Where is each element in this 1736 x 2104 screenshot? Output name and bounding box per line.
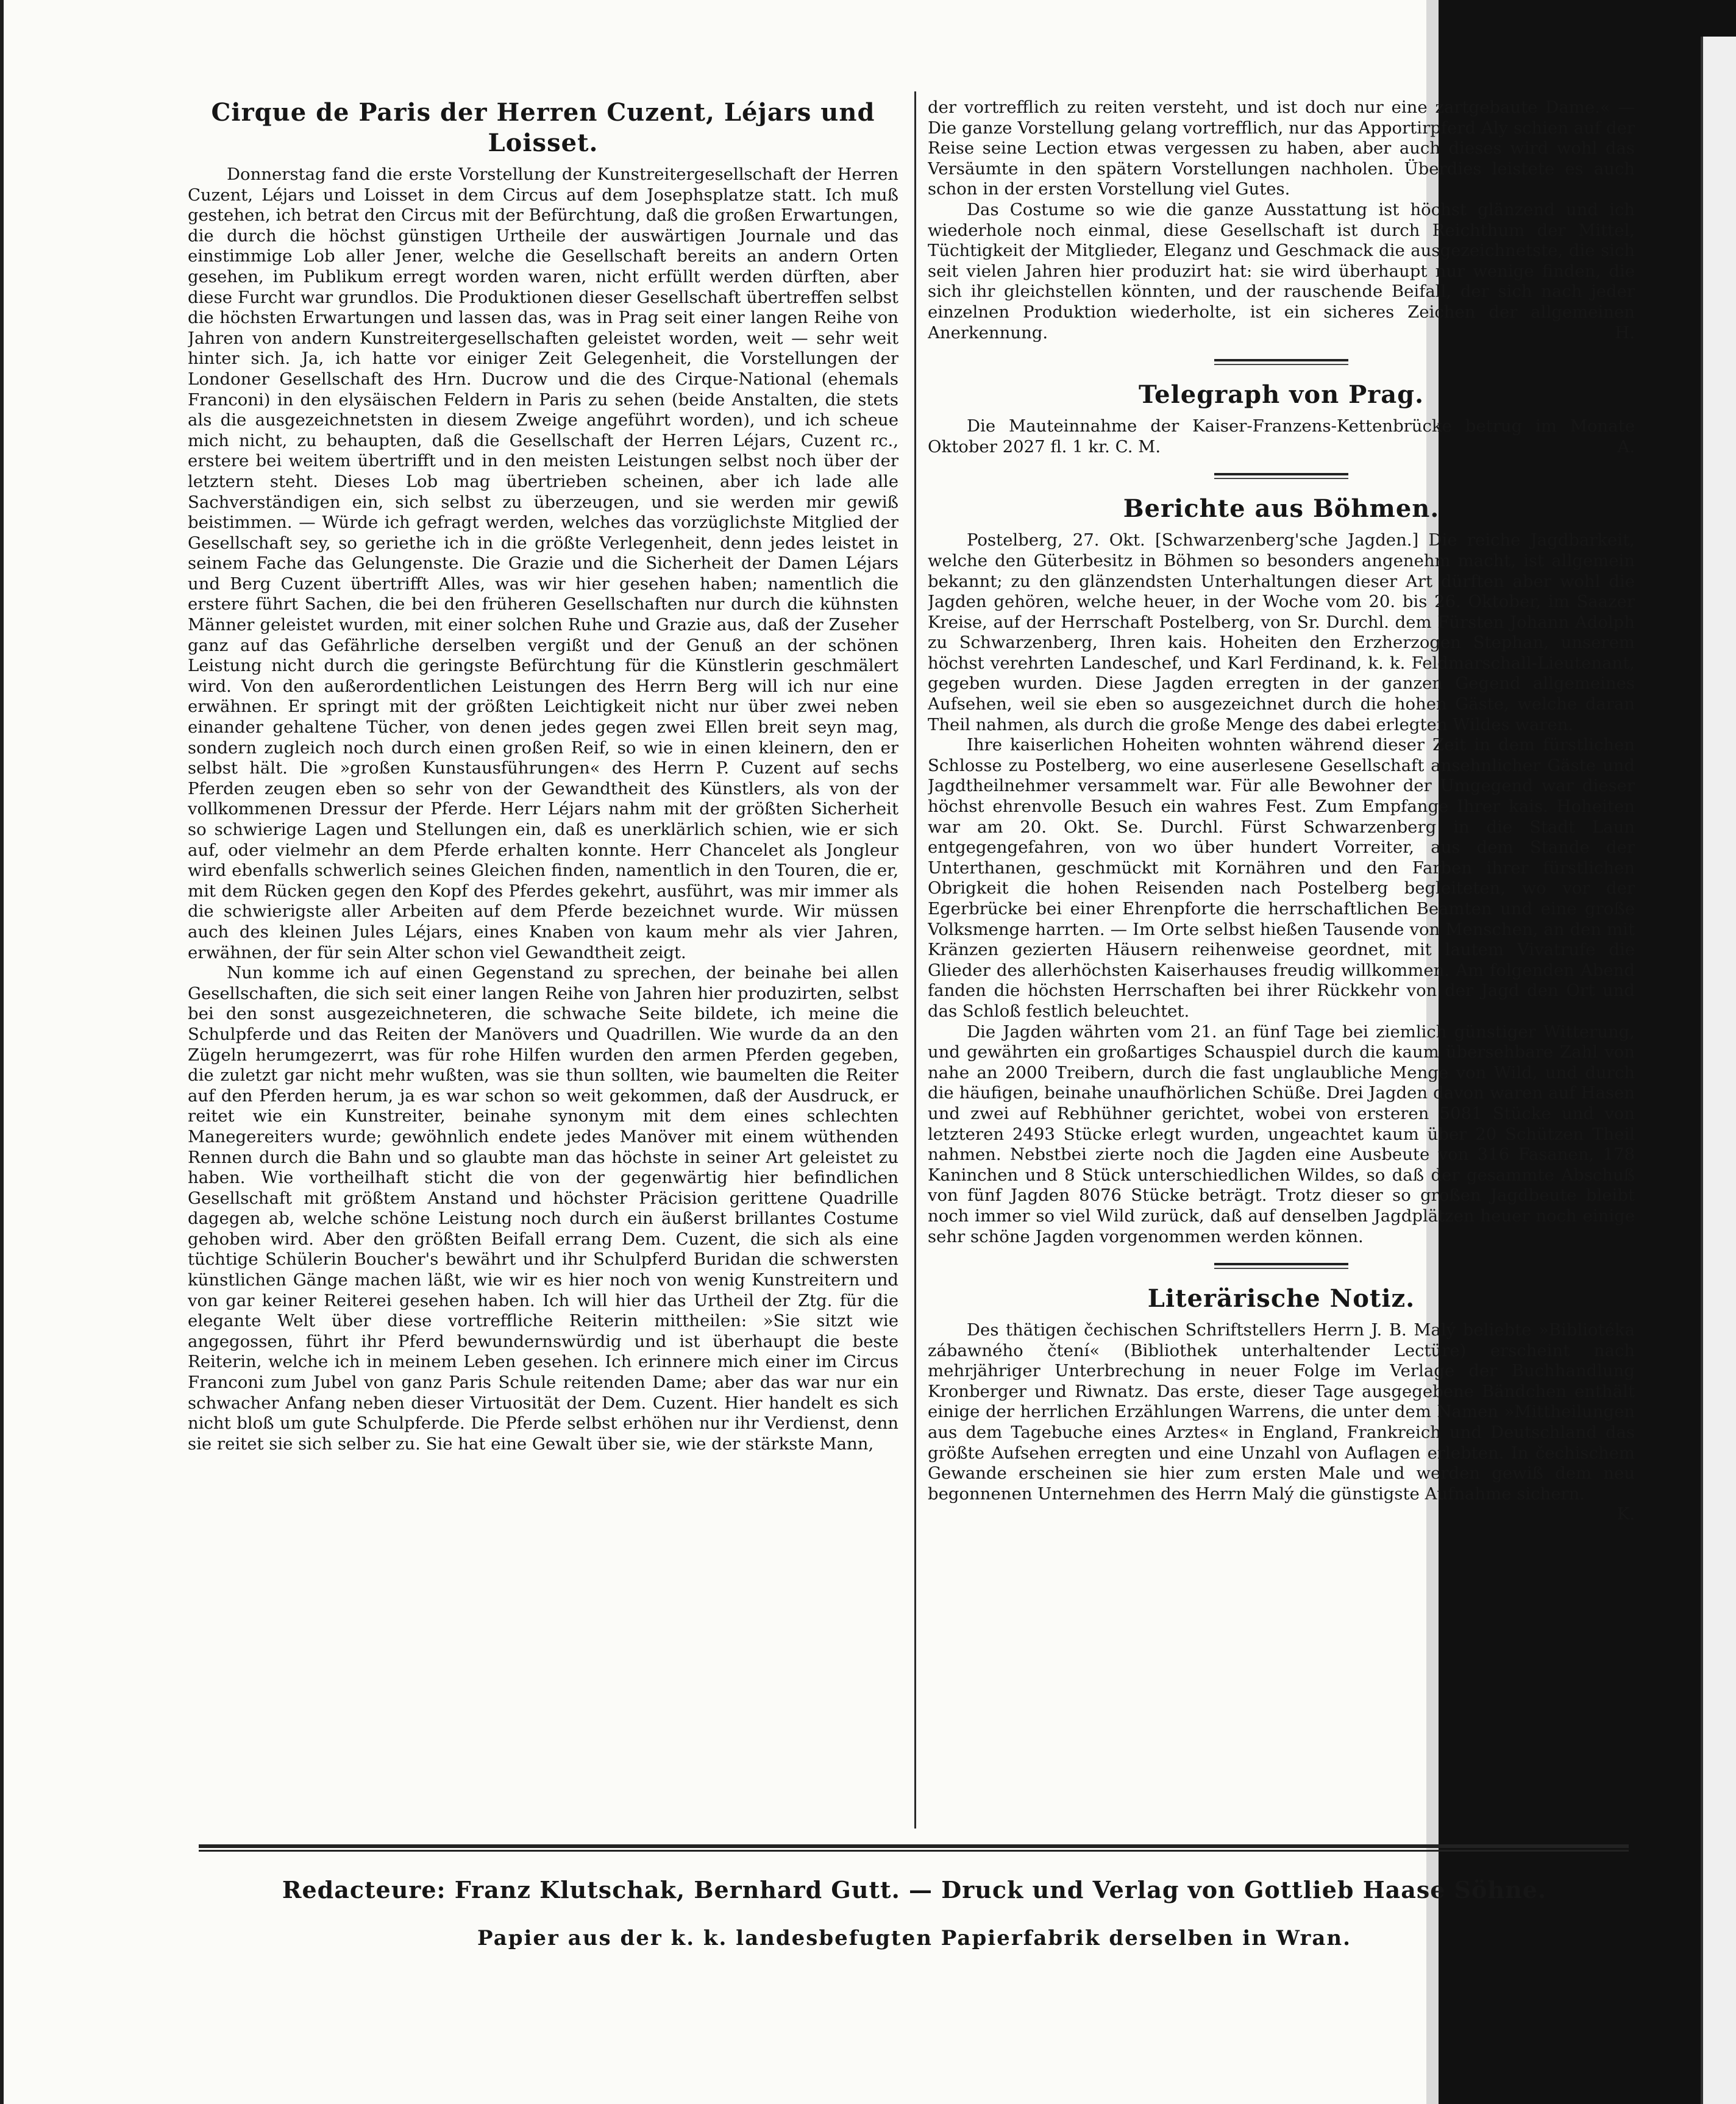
author-signature: A.: [1617, 436, 1635, 457]
author-signature: K.: [1617, 1504, 1635, 1524]
scan-next-page-edge: [1701, 37, 1736, 2104]
literary-heading: Literärische Notiz.: [1147, 1284, 1415, 1313]
footer-rule: [199, 1844, 1629, 1852]
costume-paragraph-text: Das Costume so wie die ganze Ausstattung ist höchst glänzend und ich wiederhole noch einmal, diese Gesellschaft ist durch Reichthum der Mittel, Tüchtigkeit der Mitglieder, Eleganz und Geschmack die ausgezeichnetste, die sich seit vielen Jahren hier produzirt hat: sie wird überhaupt nur wenige finden, die sich ihr gleichstellen könnten, und der rauschende Beifall, der sich nach jeder einzelnen Produktion wiederholte, ist ein sicheres Zeichen der allgemeinen Anerkennung.: [928, 199, 1635, 343]
newspaper-page: [4, 0, 1635, 2104]
reports-paragraph: Postelberg, 27. Okt. [Schwarzenberg'sche Jagden.] Die reiche Jagdbarkeit, welche den Güterbesitz in Böhmen so besonders angenehm macht, ist allgemein bekannt; zu den glänzendsten Unterhaltungen dieser Art dürften aber wohl die Jagden gehören, welche heuer, in der Woche vom 20. bis 26. Oktober, im Saazer Kreise, auf der Herrschaft Postelberg, von Sr. Durchl. dem Fürsten Johann Adolph zu Schwarzenberg, Ihren kais. Hoheiten den Erzherzogen Stephan, unserem höchst verehrten Landeschef, und Karl Ferdinand, k. k. Feldmarschall-Lieutenant, gegeben wurden. Diese Jagden erregten in der ganzen Gegend allgemeines Aufsehen, weil sie eben so ausgezeichnet durch die hohen Gäste, welche daran Theil nahmen, als durch die große Menge des dabei erlegten Wildes waren.: [928, 530, 1635, 734]
circus-article-paragraph: Donnerstag fand die erste Vorstellung der Kunstreitergesellschaft der Herren Cuzent, Léjars und Loisset in dem Circus auf dem Josephsplatze statt. Ich muß gestehen, ich betrat den Circus mit der Befürchtung, daß die großen Erwartungen, die durch die höchst günstigen Urtheile der auswärtigen Journale und das einstimmige Lob aller Jener, welche die Gesellschaft bereits an andern Orten gesehen, im Publikum erregt worden waren, nicht erfüllt werden dürften, aber diese Furcht war grundlos. Die Produktionen dieser Gesellschaft übertreffen selbst die höchsten Erwartungen und lassen das, was in Prag seit einer langen Reihe von Jahren von andern Kunstreitergesellschaften geleistet worden, weit — sehr weit hinter sich. Ja, ich hatte vor einiger Zeit Gelegenheit, die Vorstellungen der Londoner Gesellschaft des Hrn. Ducrow und die des Cirque-National (ehemals Franconi) in den elysäischen Feldern in Paris zu sehen (beide Anstalten, die stets als die ausgezeichnetsten in diesem Zweige angeführt worden), und ich scheue mich nicht, zu behaupten, daß die Gesellschaft der Herren Léjars, Cuzent rc., erstere bei weitem übertrifft und in den meisten Leistungen selbst noch über der letztern steht. Dieses Lob mag übertrieben scheinen, aber ich lade alle Sachverständigen ein, sich selbst zu überzeugen, und sie werden mir gewiß beistimmen. — Würde ich gefragt werden, welches das vorzüglichste Mitglied der Gesellschaft sey, so geriethe ich in die größte Verlegenheit, denn jedes leistet in seinem Fache das Gelungenste. Die Grazie und die Sicherheit der Damen Léjars und Berg Cuzent übertrifft Alles, was wir hier gesehen haben; namentlich die erstere führt Sachen, die bei den früheren Gesellschaften nur durch die kühnsten Männer geleistet wurden, mit einer solchen Ruhe und Grazie aus, daß der Zuseher ganz auf das Gefährliche derselben vergißt und der Genuß an der schönen Leistung nicht durch die geringste Befürchtung für die Künstlerin geschmälert wird. Von den außerordentlichen Leistungen des Herrn Berg will ich nur eine erwähnen. Er springt mit der größten Leichtigkeit nicht nur über zwei neben einander gehaltene Tücher, von denen jedes gegen zwei Ellen breit seyn mag, sondern zugleich noch durch einen großen Reif, so wie in einen kleinern, den er selbst hält. Die »großen Kunstausführungen« des Herrn P. Cuzent auf sechs Pferden zeugen eben so sehr von der Gewandtheit des Künstlers, als von der vollkommenen Dressur der Pferde. Herr Léjars nahm mit der größten Sicherheit so schwierige Lagen und Stellungen ein, daß es unerklärlich schien, wie er sich auf, oder vielmehr an dem Pferde erhalten konnte. Herr Chancelet als Jongleur wird ebenfalls schwerlich seines Gleichen finden, namentlich in den Touren, die er, mit dem Rücken gegen den Kopf des Pferdes gekehrt, ausführt, was mir immer als die schwierigste aller Arbeiten auf dem Pferde bezeichnet wurde. Wir müssen auch des kleinen Jules Léjars, eines Knaben von kaum mehr als vier Jahren, erwähnen, der für sein Alter schon viel Gewandtheit zeigt.: [188, 165, 898, 962]
reports-paragraph: Die Jagden währten vom 21. an fünf Tage bei ziemlich günstiger Witterung, und gewährten ein großartiges Schauspiel durch die kaum übersehbare Zahl von nahe an 2000 Treibern, durch die fast unglaubliche Menge von Wild, und durch die häufigen, beinahe unaufhörlichen Schüße. Drei Jagden davon waren auf Hasen und zwei auf Rebhühner gerichtet, wobei von ersteren 5081 Stücke und von letzteren 2493 Stücke erlegt wurden, ungeachtet kaum über 20 Schützen Theil nahmen. Nebstbei zierte noch die Jagden eine Ausbeute von 316 Fasanen, 178 Kaninchen und 8 Stück unterschiedlichen Wildes, so daß der gesammte Abschuß von fünf Jagden 8076 Stücke beträgt. Trotz dieser so großen Jagdbeute bleibt noch immer so viel Wild zurück, daß auf denselben Jagdplätzen heuer noch einige sehr schöne Jagden vorgenommen werden können.: [928, 1022, 1635, 1246]
circus-article-paragraph: Nun komme ich auf einen Gegenstand zu sprechen, der beinahe bei allen Gesellschaften, die sich seit einer langen Reihe von Jahren hier produzirten, selbst bei den sonst ausgezeichneteren, die schwache Seite bildete, ich meine die Schulpferde und das Reiten der Manövers und Quadrillen. Wie wurde da an den Zügeln herumgezerrt, was für rohe Hilfen wurden den armen Pferden gegeben, die zuletzt gar nicht mehr wußten, was sie thun sollten, wie baumelten die Reiter auf den Pferden herum, ja es war schon so weit gekommen, daß der Ausdruck, er reitet wie ein Kunstreiter, beinahe synonym mit dem eines schlechten Manegereiters wurde; gewöhnlich endete jedes Manöver mit einem wüthenden Rennen durch die Bahn und so glaubte man das höchste in seiner Art geleistet zu haben. Wie vortheilhaft sticht die von der gegenwärtig hier befindlichen Gesellschaft mit größtem Anstand und höchster Präcision gerittene Quadrille dagegen ab, welche schöne Leistung noch durch ein äußerst brillantes Costume gehoben wird. Aber den größten Beifall errang Dem. Cuzent, die sich als eine tüchtige Schülerin Boucher's bewährt und ihr Schulpferd Buridan die schwersten künstlichen Gänge machen läßt, wie wir es hier noch von wenig Kunstreitern und von gar keiner Reiterei gesehen haben. Ich will hier das Urtheil der Ztg. für die elegante Welt über diese vortreffliche Reiterin mittheilen: »Sie sitzt wie angegossen, führt ihr Pferd bewundernswürdig und ist überhaupt die beste Reiterin, welche ich in meinem Leben gesehen. Ich erinnere mich einer im Circus Franconi zum Jubel von ganz Paris Schule reitenden Dame; aber das war nur ein schwacher Anfang neben dieser Virtuosität der Dem. Cuzent. Hier handelt es sich nicht bloß um gute Schulpferde. Die Pferde selbst erhöhen nur ihr Verdienst, denn sie reitet sie sich selber zu. Sie hat eine Gewalt über sie, wie der stärkste Mann,: [188, 963, 898, 1454]
section-separator: [1214, 1263, 1348, 1269]
left-column: [188, 98, 898, 1829]
telegraph-text: Die Mauteinnahme der Kaiser-Franzens-Kettenbrücke betrug im Monate Oktober 2027 fl. 1 kr. C. M.: [928, 416, 1635, 457]
author-signature: H.: [1615, 322, 1635, 343]
literary-text: Des thätigen čechischen Schriftstellers Herrn J. B. Malý beliebte »Bibliotéka zábawného čtení« (Bibliothek unterhaltender Lectüre) erscheint nach mehrjähriger Unterbrechung in neuer Folge im Verlage der Buchhandlung Kronberger und Riwnatz. Das erste, dieser Tage ausgegebene Bändchen enthält einige der herrlichen Erzählungen Warrens, die unter dem Namen »Mittheilungen aus dem Tagebuche eines Arztes« in England, Frankreich und Deutschland das größte Aufsehen erregten und eine Unzahl von Auflagen erlebten. In čechischem Gewande erscheinen sie hier zum ersten Male und werden gewiß dem neu begonnenen Unternehmen des Herrn Malý die günstigste Aufnahme sichern.: [928, 1320, 1635, 1504]
circus-article-continuation: der vortrefflich zu reiten versteht, und ist doch nur eine zartgebaute Dame.« — Die ganze Vorstellung gelang vortrefflich, nur das Apportirpferd Aly schien auf der Reise seine Lection etwas vergessen zu haben, aber auch dieses wird wohl das Versäumte in den spätern Vorstellungen nachholen. Überdies leistete es auch schon in der ersten Vorstellung viel Gutes.: [928, 98, 1635, 199]
column-divider: [914, 91, 916, 1829]
literary-paragraph: [928, 1320, 1635, 1524]
imprint-paper: Papier aus der k. k. landesbefugten Papierfabrik derselben in Wran.: [477, 1926, 1351, 1950]
right-column: [928, 98, 1635, 1829]
circus-article-heading: Cirque de Paris der Herren Cuzent, Léjars und Loisset.: [211, 98, 875, 157]
costume-paragraph: [928, 200, 1635, 343]
section-separator: [1214, 473, 1348, 479]
reports-paragraph: Ihre kaiserlichen Hoheiten wohnten während dieser Zeit in dem fürstlichen Schlosse zu Postelberg, wo eine auserlesene Gesellschaft ansehnlicher Gäste und Jagdtheilnehmer versammelt war. Für alle Bewohner der Umgegend war dieser höchst ehrenvolle Besuch ein wahres Fest. Zum Empfange Ihrer kais. Hoheiten war am 20. Okt. Se. Durchl. Fürst Schwarzenberg in die Stadt Laun entgegengefahren, von wo über hundert Vorreiter, aus dem Stande der Unterthanen, geschmückt mit Kornähren und den Farben ihrer fürstlichen Obrigkeit die hohen Reisenden nach Postelberg begleiteten, wo vor der Egerbrücke bei einer Ehrenpforte die herrschaftlichen Beamten und eine große Volksmenge harrten. — Im Orte selbst hießen Tausende von Menschen, an den mit Kränzen gezierten Häusern reihenweise geordnet, mit lautem Vivatrufe die Glieder des allerhöchsten Kaiserhauses freudig willkommen. Am folgenden Abend fanden die höchsten Herrschaften bei ihrer Rückkehr von der Jagd den Ort und das Schloß festlich beleuchtet.: [928, 735, 1635, 1021]
reports-heading: Berichte aus Böhmen.: [1123, 494, 1440, 524]
telegraph-heading: Telegraph von Prag.: [1138, 380, 1425, 410]
imprint-editors: Redacteure: Franz Klutschak, Bernhard Gutt. — Druck und Verlag von Gottlieb Haase Söhne.: [282, 1876, 1547, 1903]
section-separator: [1214, 359, 1348, 365]
telegraph-paragraph: [928, 416, 1635, 457]
